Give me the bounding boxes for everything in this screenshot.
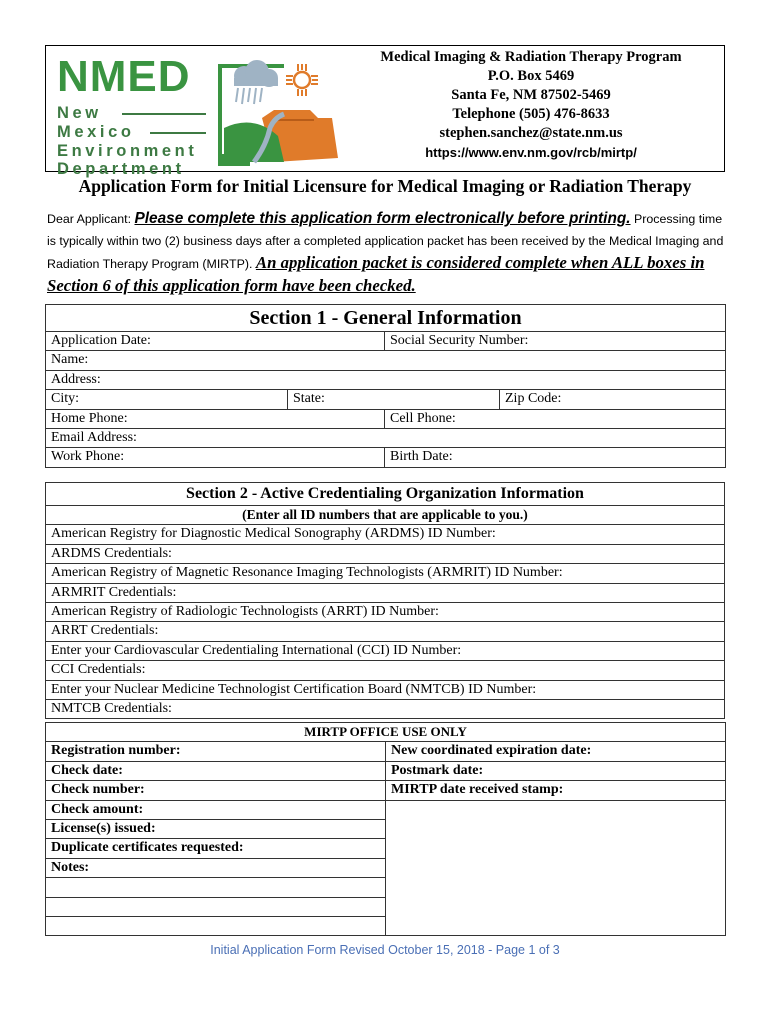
section2-table [45,482,725,719]
section2-title: Section 2 - Active Credentialing Organization Information [46,483,725,506]
nmtcb-id-field[interactable]: Enter your Nuclear Medicine Technologist Certification Board (NMTCB) ID Number: [46,680,725,699]
intro-lead: Dear Applicant: [47,212,132,226]
email: stephen.sanchez@state.nm.us [439,125,623,141]
home-phone-field[interactable]: Home Phone: [46,409,385,428]
program-name: Medical Imaging & Radiation Therapy Program [380,49,682,65]
section1-table [45,304,726,468]
application-date-field[interactable]: Application Date: [46,332,385,351]
form-title: Application Form for Initial Licensure for Medical Imaging or Radiation Therapy [78,176,692,196]
armrit-id-field[interactable]: American Registry of Magnetic Resonance Imaging Technologists (ARMRIT) ID Number: [46,564,725,583]
nmtcb-credentials-field[interactable]: NMTCB Credentials: [46,699,725,718]
city-state-zip: Santa Fe, NM 87502-5469 [451,87,611,103]
notes-field[interactable]: Notes: [46,858,386,877]
cci-credentials-field[interactable]: CCI Credentials: [46,661,725,680]
zip-field[interactable]: Zip Code: [500,390,726,409]
arrt-id-field[interactable]: American Registry of Radiologic Technologists (ARRT) ID Number: [46,602,725,621]
landscape-logo-icon [214,58,342,170]
ssn-field[interactable]: Social Security Number: [385,332,726,351]
office-use-table [45,722,726,936]
section1-title: Section 1 - General Information [46,305,726,332]
nmed-logo [52,50,344,178]
name-field[interactable]: Name: [46,351,726,370]
postmark-date-field[interactable]: Postmark date: [386,761,726,780]
po-box: P.O. Box 5469 [487,68,575,84]
cell-phone-field[interactable]: Cell Phone: [385,409,726,428]
intro-body: Processing time is typically within two (2) business days after a completed application packet has been received by the Medical Imaging and Radiation Therapy Program (MIRTP). [47,212,724,271]
state-field[interactable]: State: [288,390,500,409]
ardms-id-field[interactable]: American Registry for Diagnostic Medical Sonography (ARDMS) ID Number: [46,525,725,544]
work-phone-field[interactable]: Work Phone: [46,448,385,467]
logo-word-new: New [57,104,102,122]
telephone: Telephone (505) 476-8633 [452,106,610,122]
licenses-issued-field[interactable]: License(s) issued: [46,819,386,838]
duplicate-certificates-field[interactable]: Duplicate certificates requested: [46,839,386,858]
logo-word-environment: Environment [57,142,198,160]
city-field[interactable]: City: [46,390,288,409]
page-footer: Initial Application Form Revised October 15, 2018 - Page 1 of 3 [210,943,560,957]
intro-paragraph [47,208,727,298]
armrit-credentials-field[interactable]: ARMRIT Credentials: [46,583,725,602]
check-number-field[interactable]: Check number: [46,781,386,800]
logo-word-department: Department [57,160,185,178]
intro-emphasis-complete: An application packet is considered complete when ALL boxes in Section 6 of this application form have been checked. [47,253,705,295]
logo-line [150,132,206,134]
notes-line[interactable] [46,897,386,916]
header-box [45,45,725,178]
intro-emphasis: Please complete this application form electronically before printing. [134,210,631,227]
cci-id-field[interactable]: Enter your Cardiovascular Credentialing International (CCI) ID Number: [46,641,725,660]
check-amount-field[interactable]: Check amount: [46,800,386,819]
new-expiration-date-field[interactable]: New coordinated expiration date: [386,742,726,761]
logo-line [122,113,206,115]
section2-subtitle: (Enter all ID numbers that are applicable to you.) [46,506,725,525]
logo-word-mexico: Mexico [57,123,135,141]
notes-line[interactable] [46,878,386,897]
stamp-area[interactable] [386,800,726,936]
notes-line[interactable] [46,916,386,935]
logo-letters: NMED [57,52,191,101]
office-use-title: MIRTP OFFICE USE ONLY [46,723,726,742]
arrt-credentials-field[interactable]: ARRT Credentials: [46,622,725,641]
birth-date-field[interactable]: Birth Date: [385,448,726,467]
program-website-link[interactable]: https://www.env.nm.gov/rcb/mirtp/ [425,145,637,160]
program-address [356,48,706,163]
check-date-field[interactable]: Check date: [46,761,386,780]
ardms-credentials-field[interactable]: ARDMS Credentials: [46,544,725,563]
registration-number-field[interactable]: Registration number: [46,742,386,761]
email-field[interactable]: Email Address: [46,428,726,447]
received-stamp-field[interactable]: MIRTP date received stamp: [386,781,726,800]
address-field[interactable]: Address: [46,370,726,389]
